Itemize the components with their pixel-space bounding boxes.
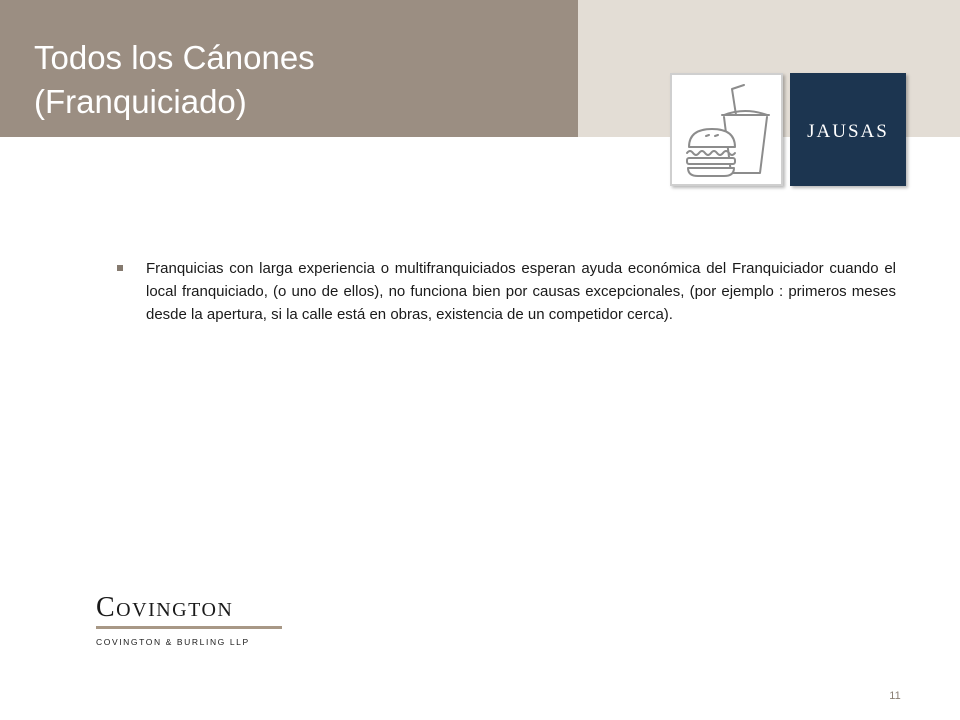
bullet-item: [116, 257, 896, 326]
jausas-wordmark: JAUSAS: [807, 120, 889, 142]
icon-tile: [670, 73, 783, 186]
page-title: [34, 36, 315, 124]
title-band: [0, 0, 578, 137]
page-title-line-2: (Franquiciado): [34, 83, 247, 120]
page-title-line-1: Todos los Cánones: [34, 39, 315, 76]
logo-rule: [96, 626, 282, 629]
covington-subline: COVINGTON & BURLING LLP: [96, 637, 250, 647]
covington-wordmark: Covington: [96, 592, 234, 623]
covington-logo: [96, 593, 286, 647]
jausas-logo: [790, 73, 906, 186]
burger-and-drink-icon: [672, 75, 785, 188]
content-area: [116, 257, 896, 326]
page-number: 11: [889, 690, 901, 702]
square-bullet-icon: [117, 265, 123, 271]
bullet-text: Franquicias con larga experiencia o multifranquiciados esperan ayuda económica del Franquiciador cuando el local franquiciado, (o uno de ellos), no funciona bien por causas excepcionales, (por ejemplo : primeros meses desde la apertura, si la calle está en obras, existencia de un competidor cerca).: [146, 260, 896, 323]
